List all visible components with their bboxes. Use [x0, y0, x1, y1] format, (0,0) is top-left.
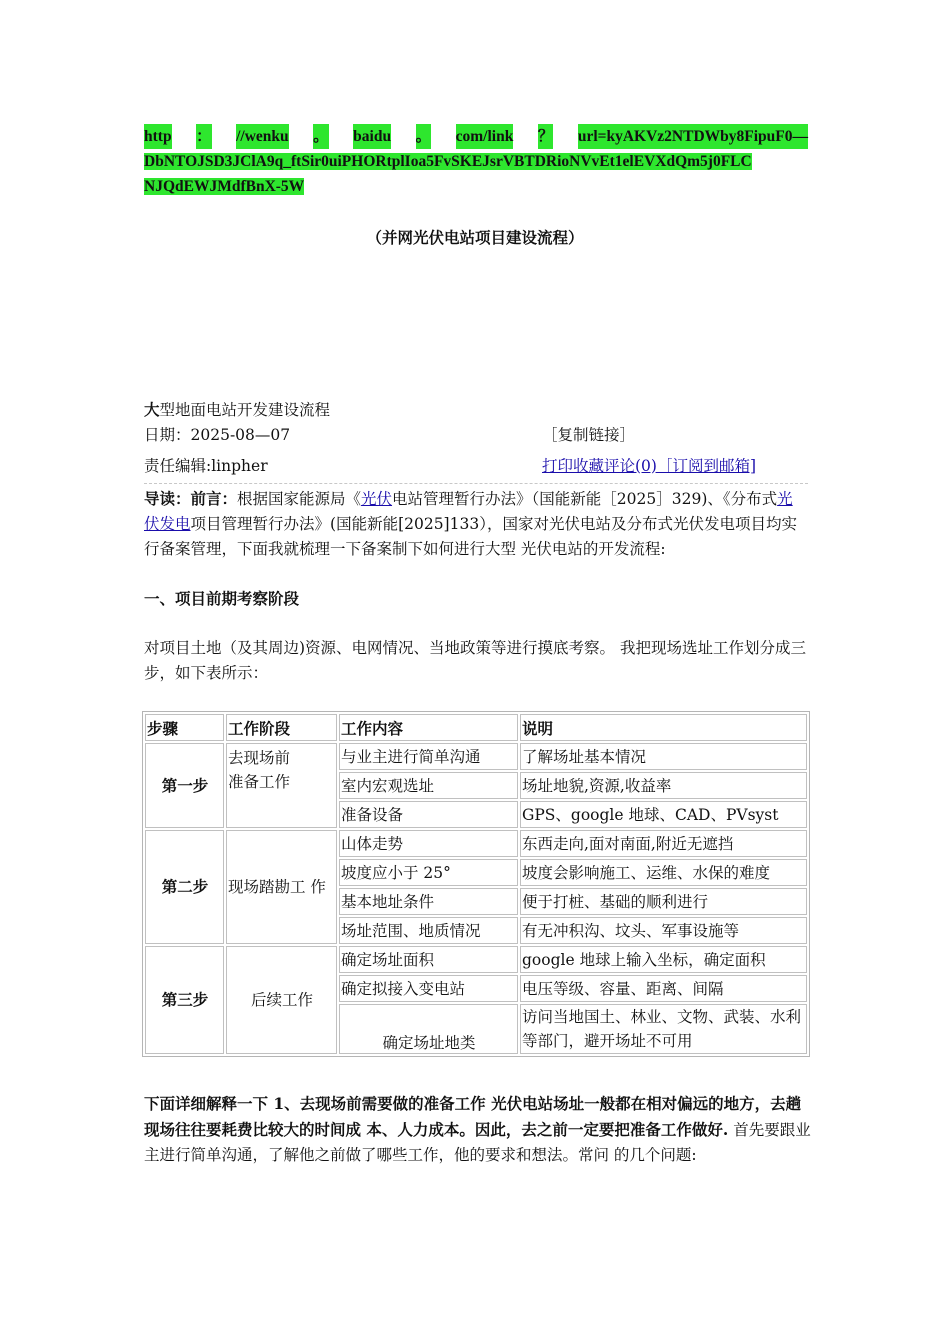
divider	[144, 483, 808, 484]
note-cell: 坡度会影响施工、运维、水保的难度	[520, 859, 807, 886]
phase-line: 准备工作	[228, 773, 291, 791]
section-heading: 一、项目前期考察阶段	[144, 589, 300, 608]
content-cell: 确定场址面积	[339, 946, 518, 973]
article-actions-link[interactable]: 打印收藏评论(0)［订阅到邮箱]	[542, 457, 757, 475]
section-paragraph: 对项目土地（及其周边)资源、电网情况、当地政策等进行摸底考察。 我把现场选址工作划分成三步，如下表所示：	[144, 639, 806, 682]
source-url[interactable]	[144, 124, 808, 199]
content-cell: 基本地址条件	[339, 888, 518, 915]
note-cell: 有无冲积沟、坟头、军事设施等	[520, 917, 807, 944]
site-selection-table	[142, 711, 810, 1057]
explain-text: 首先要跟业主进行简单沟通，了解他之前做了哪些工作，他的要求和想法。常问 的几个问题:	[144, 1121, 811, 1164]
url-part: ：	[196, 124, 212, 149]
content-cell: 准备设备	[339, 801, 518, 828]
table-row	[145, 743, 807, 770]
note-cell: 电压等级、容量、距离、间隔	[520, 975, 807, 1002]
heading-rest: 型地面电站开发建设流程	[159, 401, 331, 419]
link-guangfu[interactable]: 光伏	[361, 490, 393, 508]
content-cell: 场址范围、地质情况	[339, 917, 518, 944]
article-date: 日期：2025-08—07	[144, 426, 291, 444]
url-line-3: NJQdEWJMdfBnX-5W	[144, 178, 305, 195]
url-part: http	[144, 124, 172, 149]
explain-paragraph	[144, 1091, 816, 1168]
header-cell: 说明	[520, 714, 807, 741]
content-cell: 山体走势	[339, 830, 518, 857]
document-title: （并网光伏电站项目建设流程）	[366, 228, 584, 247]
content-cell: 坡度应小于 25°	[339, 859, 518, 886]
heading-first-char: 大	[144, 400, 160, 419]
table-row	[145, 830, 807, 857]
url-line-2: DbNTOJSD3JClA9q_ftSir0uiPHORtplIoa5FvSKEJsrVBTDRioNVvEt1elEVXdQm5j0FLC	[144, 153, 752, 170]
url-part: 。	[313, 124, 329, 149]
article-heading	[144, 400, 330, 420]
step-cell: 第二步	[145, 830, 224, 944]
content-cell: 确定场址地类	[339, 1004, 518, 1054]
note-cell: 东西走向,面对南面,附近无遮挡	[520, 830, 807, 857]
url-part: ？	[538, 124, 554, 149]
url-part: url=kyAKVz2NTDWby8FipuF0—	[578, 124, 808, 149]
header-cell: 工作内容	[339, 714, 518, 741]
note-cell: 便于打桩、基础的顺利进行	[520, 888, 807, 915]
note-cell: 了解场址基本情况	[520, 743, 807, 770]
step-cell: 第三步	[145, 946, 224, 1054]
content-cell: 与业主进行简单沟通	[339, 743, 518, 770]
content-cell: 室内宏观选址	[339, 772, 518, 799]
table-header-row	[145, 714, 807, 741]
url-part: //wenku	[236, 124, 289, 149]
url-line-1	[144, 124, 808, 149]
header-cell: 工作阶段	[226, 714, 337, 741]
url-part: baidu	[353, 124, 391, 149]
article-editor: 责任编辑:linpher	[144, 457, 268, 475]
explain-bold: 下面详细解释一下 1、去现场前需要做的准备工作 光伏电站场址一般都在相对偏远的地方，去趟现场往往要耗费比较大的时间成 本、人力成本。因此，去之前一定要把准备工作做好.	[144, 1094, 802, 1139]
step-cell: 第一步	[145, 743, 224, 828]
phase-cell	[226, 743, 337, 828]
content-cell: 确定拟接入变电站	[339, 975, 518, 1002]
url-part: 。	[416, 124, 432, 149]
intro-text-2: 电站管理暂行办法》（国能新能［2025］329)、《分布式	[392, 490, 778, 508]
intro-text-3: 项目管理暂行办法》(国能新能[2025]133），国家对光伏电站及分布式光伏发电项目均实行备案管理，下面我就梳理一下备案制下如何进行大型 光伏电站的开发流程:	[144, 515, 797, 558]
note-cell: google 地球上输入坐标，确定面积	[520, 946, 807, 973]
note-cell: 访问当地国土、林业、文物、武装、水利等部门，避开场址不可用	[520, 1004, 807, 1054]
note-cell: GPS、google 地球、CAD、PVsyst	[520, 801, 807, 828]
intro-lead: 导读：前言：	[144, 489, 238, 508]
intro-text-1: 根据国家能源局《	[237, 490, 362, 508]
phase-cell: 现场踏勘工 作	[226, 830, 337, 944]
intro-paragraph	[144, 486, 808, 562]
phase-cell: 后续工作	[226, 946, 337, 1054]
table-row	[145, 946, 807, 973]
phase-line: 去现场前	[228, 749, 291, 767]
copy-link[interactable]: ［复制链接］	[542, 426, 636, 444]
link-guangfu-fadian[interactable]: 光伏发电	[144, 490, 793, 533]
header-cell: 步骤	[145, 714, 224, 741]
note-cell: 场址地貌,资源,收益率	[520, 772, 807, 799]
url-part: com/link	[456, 124, 514, 149]
